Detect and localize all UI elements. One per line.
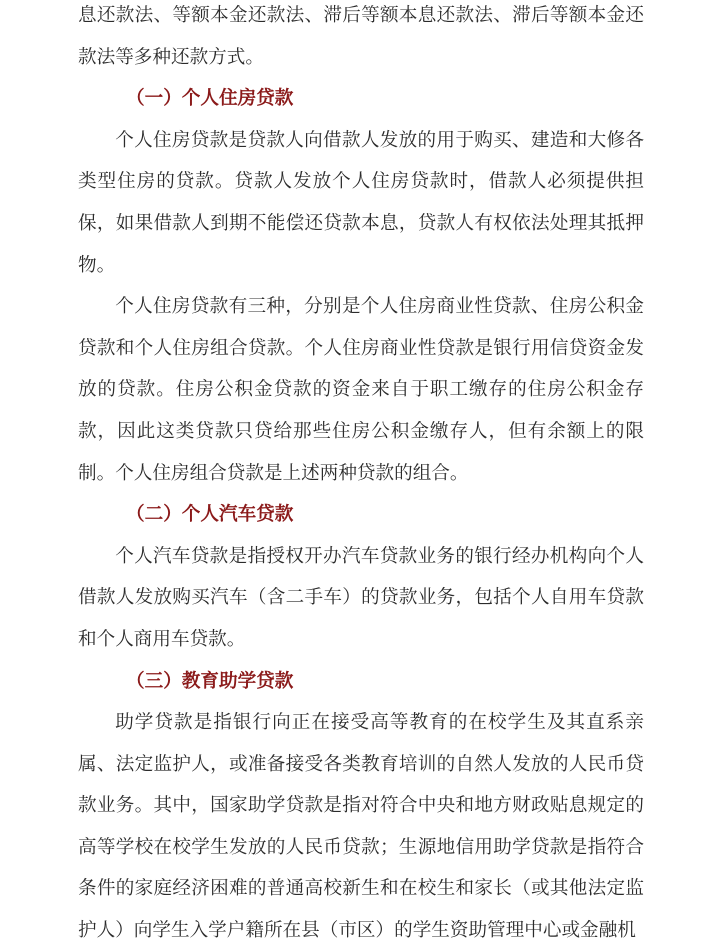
housing-loan-paragraph-1: 个人住房贷款是贷款人向借款人发放的用于购买、建造和大修各类型住房的贷款。贷款人发放个人住房贷款时，借款人必须提供担保，如果借款人到期不能偿还贷款本息，贷款人有权依法处理其抵押物。 [78, 129, 644, 276]
intro-paragraph: 息还款法、等额本金还款法、滞后等额本息还款法、滞后等额本金还款法等多种还款方式。 [78, 5, 644, 68]
section-heading-auto-loan: （二）个人汽车贷款 [126, 504, 294, 526]
section-heading-education-loan: （三）教育助学贷款 [126, 670, 294, 692]
education-loan-paragraph-1: 助学贷款是指银行向正在接受高等教育的在校学生及其直系亲属、法定监护人，或准备接受各类教育培训的自然人发放的人民币贷款业务。其中，国家助学贷款是指对符合中央和地方财政贴息规定的高等学校在校学生发放的人民币贷款；生源地信用助学贷款是指符合条件的家庭经济困难的普通高校新生和在校生和家长（或其他法定监护人）向学生入学户籍所在县（市区）的学生资助管理中心或金融机 [78, 712, 644, 942]
document-body [78, 0, 644, 952]
housing-loan-paragraph-2: 个人住房贷款有三种，分别是个人住房商业性贷款、住房公积金贷款和个人住房组合贷款。个人住房商业性贷款是银行用信贷资金发放的贷款。住房公积金贷款的资金来自于职工缴存的住房公积金存款，因此这类贷款只贷给那些住房公积金缴存人，但有余额上的限制。个人住房组合贷款是上述两种贷款的组合。 [78, 296, 644, 484]
auto-loan-paragraph-1: 个人汽车贷款是指授权开办汽车贷款业务的银行经办机构向个人借款人发放购买汽车（含二手车）的贷款业务，包括个人自用车贷款和个人商用车贷款。 [78, 545, 644, 650]
section-heading-housing-loan: （一）个人住房贷款 [126, 88, 294, 110]
